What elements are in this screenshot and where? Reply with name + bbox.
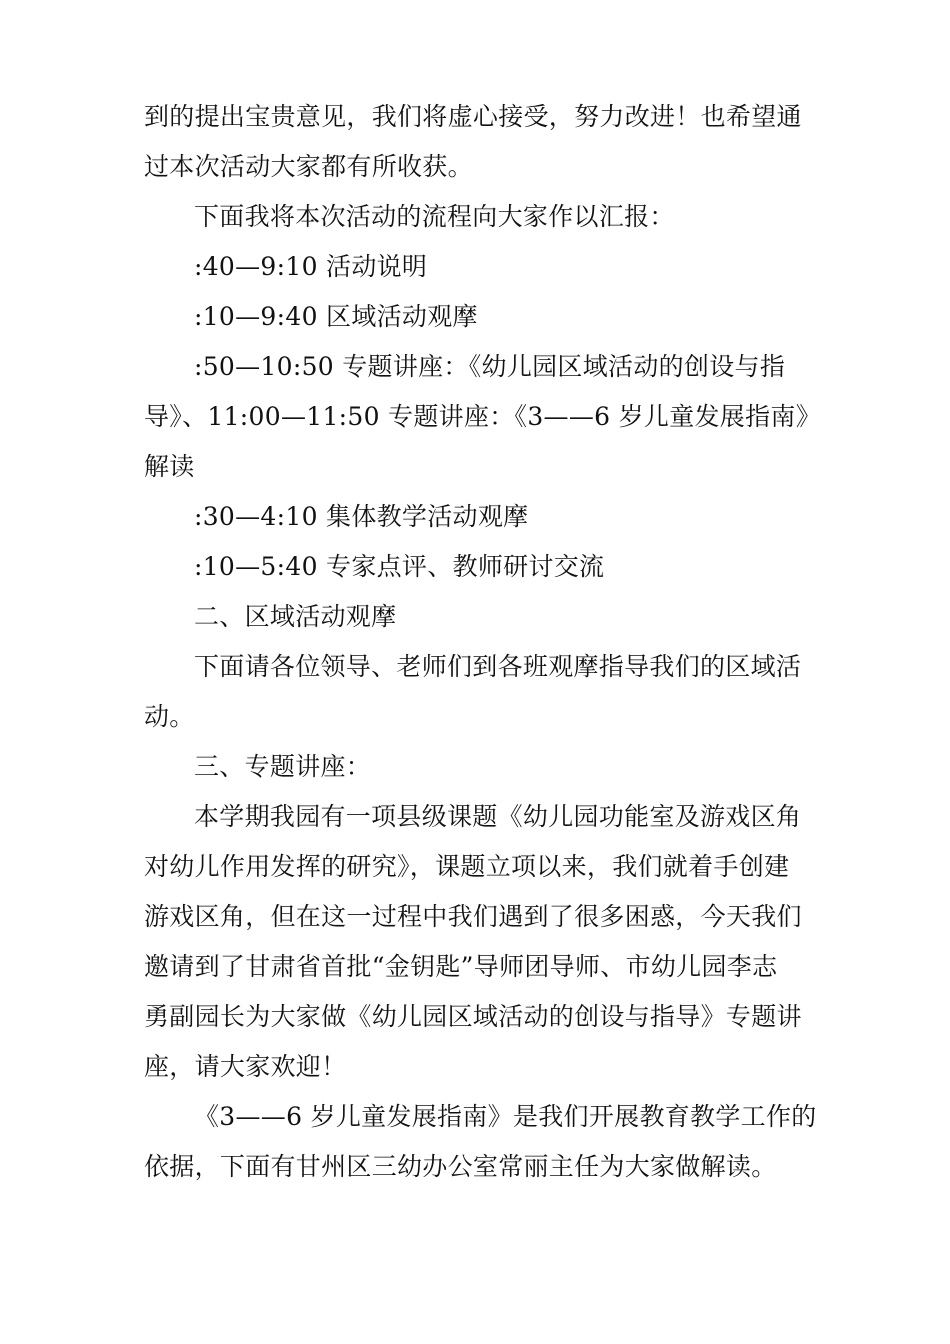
paragraph-line: 游戏区角，但在这一过程中我们遇到了很多困惑，今天我们 — [144, 902, 802, 931]
schedule-item: 解读 — [144, 452, 195, 481]
schedule-item: :30—4:10 集体教学活动观摩 — [194, 502, 529, 531]
paragraph-line: 座，请大家欢迎！ — [144, 1052, 347, 1081]
section-heading: 二、区域活动观摩 — [194, 602, 397, 631]
paragraph-line: 本学期我园有一项县级课题《幼儿园功能室及游戏区角 — [194, 802, 802, 831]
paragraph-line: 到的提出宝贵意见，我们将虚心接受，努力改进！也希望通 — [144, 102, 802, 131]
paragraph-line: 勇副园长为大家做《幼儿园区域活动的创设与指导》专题讲 — [144, 1002, 802, 1031]
paragraph-line: 下面我将本次活动的流程向大家作以汇报： — [194, 202, 675, 231]
schedule-item: :10—5:40 专家点评、教师研讨交流 — [194, 552, 605, 581]
section-heading: 三、专题讲座： — [194, 752, 372, 781]
paragraph-line: 《3——6 岁儿童发展指南》是我们开展教育教学工作的 — [194, 1102, 817, 1131]
schedule-item: :50—10:50 专题讲座：《幼儿园区域活动的创设与指 — [194, 352, 786, 381]
schedule-item: :10—9:40 区域活动观摩 — [194, 302, 478, 331]
paragraph-line: 对幼儿作用发挥的研究》，课题立项以来，我们就着手创建 — [144, 852, 790, 881]
paragraph-line: 依据，下面有甘州区三幼办公室常丽主任为大家做解读。 — [144, 1152, 777, 1181]
paragraph-line: 动。 — [144, 702, 195, 731]
paragraph-line: 过本次活动大家都有所收获。 — [144, 152, 473, 181]
paragraph-line: 邀请到了甘肃省首批“金钥匙”导师团导师、市幼儿园李志 — [144, 952, 778, 981]
schedule-item: 导》、11:00—11:50 专题讲座：《3——6 岁儿童发展指南》 — [144, 402, 821, 431]
paragraph-line: 下面请各位领导、老师们到各班观摩指导我们的区域活 — [194, 652, 802, 681]
schedule-item: :40—9:10 活动说明 — [194, 252, 428, 281]
